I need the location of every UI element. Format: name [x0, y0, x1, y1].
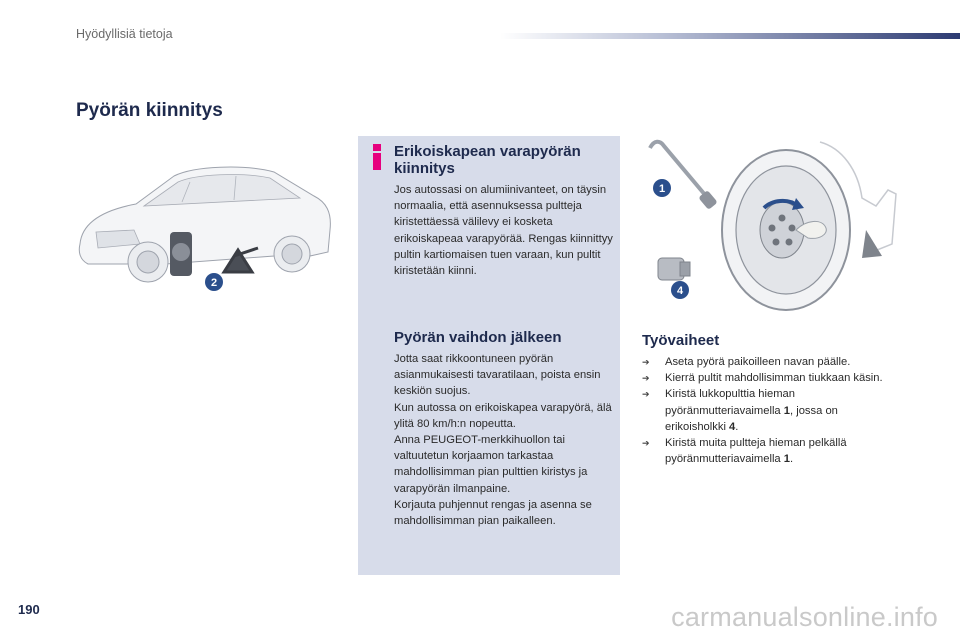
page-title: Pyörän kiinnitys	[76, 100, 223, 121]
section-header: Hyödyllisiä tietoja	[76, 27, 173, 41]
callout-2: 2	[210, 277, 218, 289]
step-item: ➔ Aseta pyörä paikoilleen navan päälle.	[642, 354, 892, 370]
steps-title: Työvaiheet	[642, 332, 720, 349]
after-change-line: Kun autossa on erikoiskapea varapyörä, älä ylitä 80 km/h:n nopeutta.	[394, 401, 612, 430]
step-item: ➔ Kierrä pultit mahdollisimman tiukkaan käsin.	[642, 370, 892, 386]
callout-1: 1	[658, 183, 666, 195]
after-change-line: Jotta saat rikkoontuneen pyörän asianmukaisesti tavaratilaan, poista ensin keskiön suojus.	[394, 353, 601, 398]
after-change-heading: Pyörän vaihdon jälkeen	[394, 329, 562, 346]
after-change-text	[394, 351, 618, 529]
step-item: ➔ Kiristä lukkopulttia hieman pyöränmutteriavaimella 1, jossa on erikoisholkki 4.	[642, 388, 838, 433]
after-change-line: Anna PEUGEOT-merkkihuollon tai valtuutetun korjaamon tarkastaa mahdollisimman pian pulttien kiristys ja varapyörän ilmanpaine.	[394, 434, 588, 495]
watermark: carmanualsonline.info	[671, 602, 938, 632]
header-gradient-bar	[500, 33, 960, 39]
arrow-bullet-icon: ➔	[642, 438, 650, 449]
info-panel	[358, 136, 620, 575]
step-item: ➔ Kiristä muita pultteja hieman pelkällä pyöränmutteriavaimella 1.	[642, 437, 847, 466]
wheel-bolt-illustration	[636, 134, 906, 312]
car-jack-illustration	[74, 152, 336, 294]
page-number: 190	[18, 602, 40, 617]
after-change-line: Korjauta puhjennut rengas ja asenna se mahdollisimman pian paikalleen.	[394, 498, 592, 528]
narrow-spare-heading: Erikoiskapean varapyörän kiinnitys	[394, 143, 581, 177]
callout-4: 4	[676, 285, 684, 297]
narrow-spare-text: Jos autossasi on alumiinivanteet, on täysin normaalia, että asennuksessa pultteja kiristettäessä välilevy ei kosketa erikoiskapeaa varapyörää. Rengas kiinnittyy pultin kartiomaisen tuen varaan, kun pultit kiristetään kiinni.	[394, 184, 613, 278]
arrow-bullet-icon: ➔	[642, 389, 650, 400]
info-icon	[370, 144, 384, 170]
arrow-bullet-icon: ➔	[642, 357, 650, 367]
steps-list	[642, 354, 892, 467]
arrow-bullet-icon: ➔	[642, 373, 650, 384]
